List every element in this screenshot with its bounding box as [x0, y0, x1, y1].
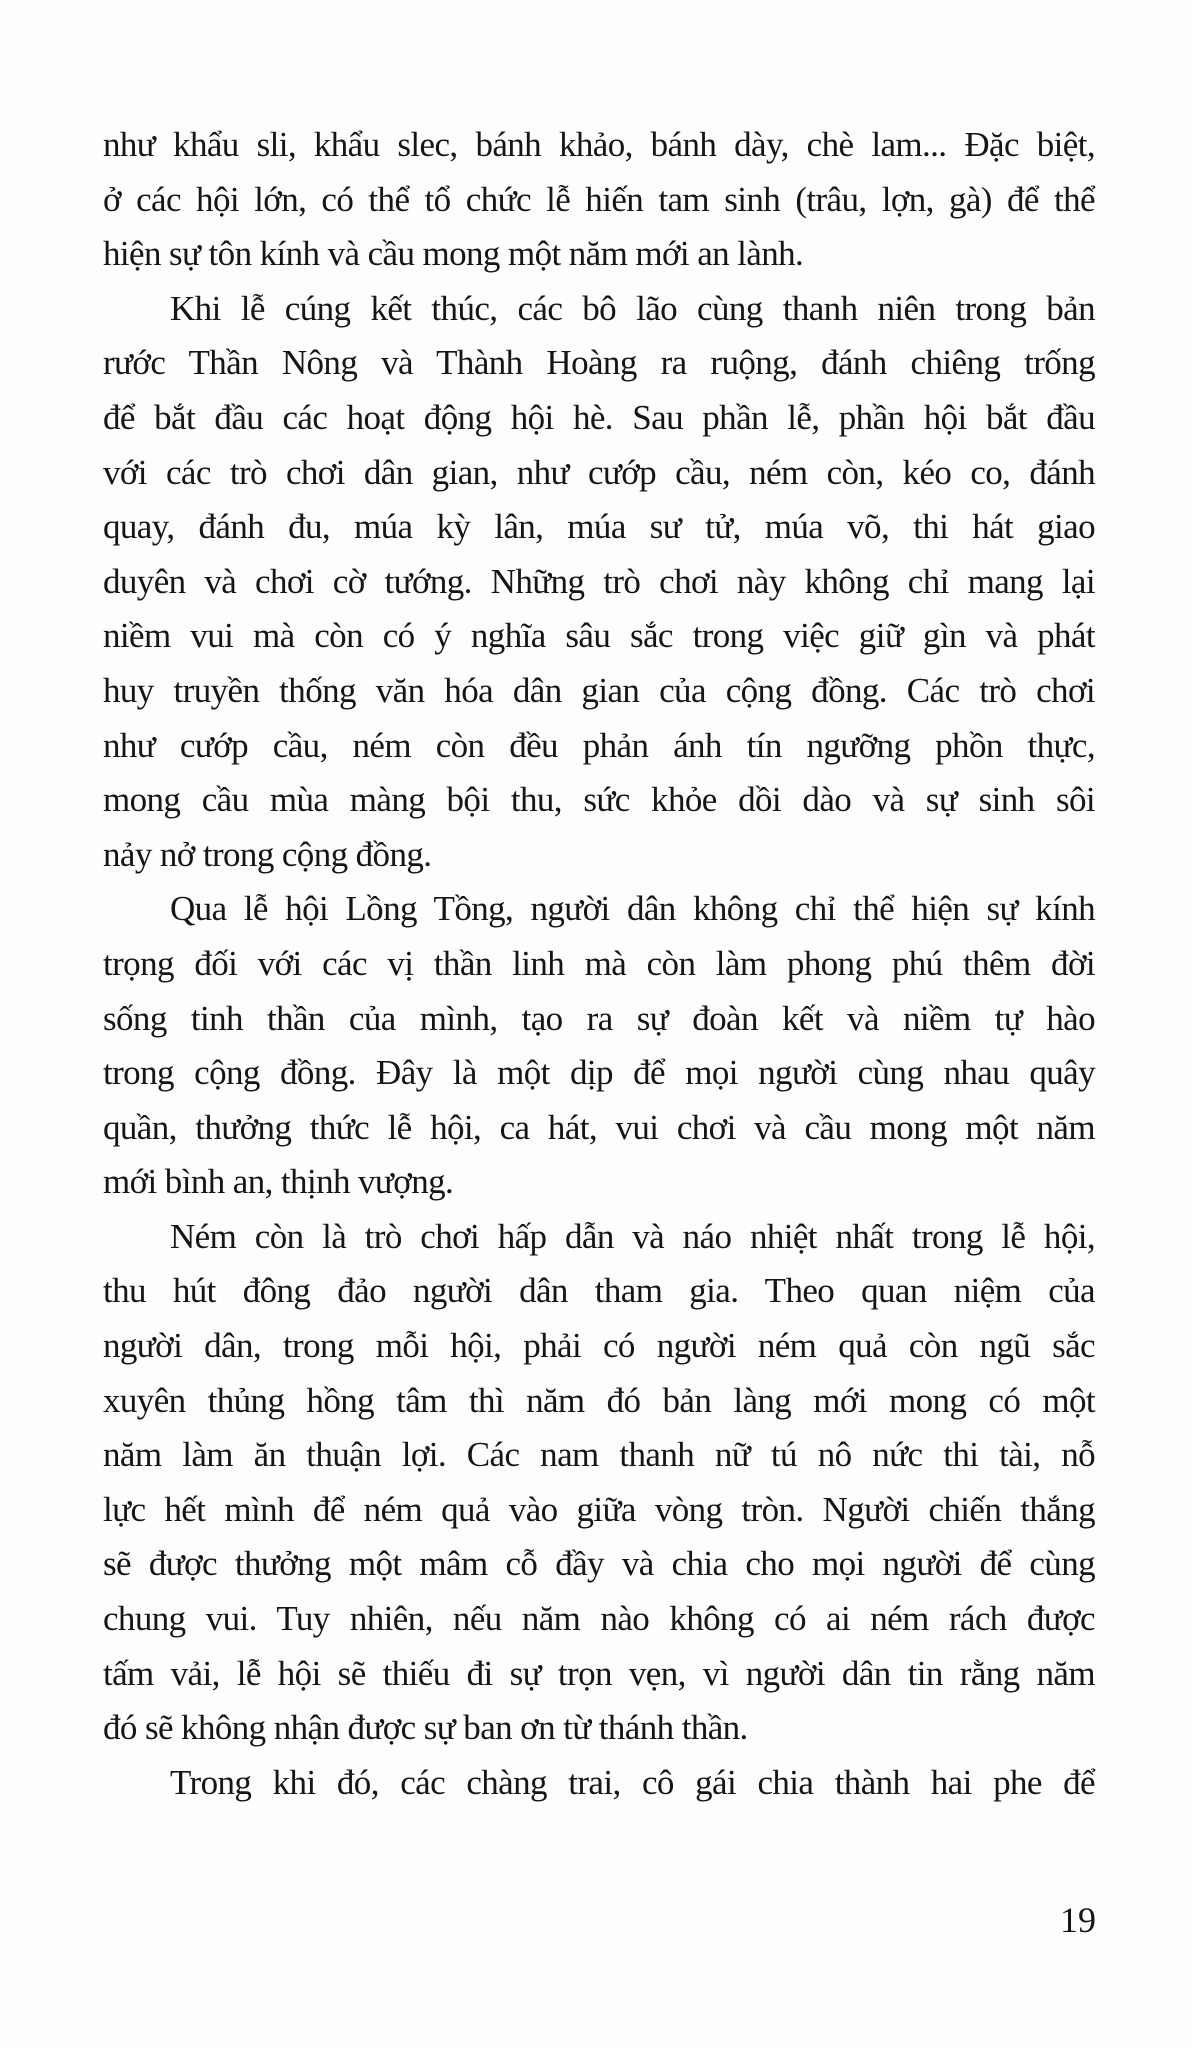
- text-line: trong cộng đồng. Đây là một dịp để mọi người cùng nhau quây: [103, 1053, 1095, 1093]
- paragraph: [103, 882, 1095, 1210]
- text-line: Khi lễ cúng kết thúc, các bô lão cùng thanh niên trong bản: [170, 288, 1095, 328]
- text-line: đó sẽ không nhận được sự ban ơn từ thánh thần.: [103, 1708, 748, 1748]
- paragraph: [103, 1210, 1095, 1756]
- text-line: huy truyền thống văn hóa dân gian của cộng đồng. Các trò chơi: [103, 670, 1095, 710]
- text-line: tấm vải, lễ hội sẽ thiếu đi sự trọn vẹn, vì người dân tin rằng năm: [103, 1653, 1095, 1693]
- paragraph: [103, 282, 1095, 883]
- text-line: quần, thưởng thức lễ hội, ca hát, vui chơi và cầu mong một năm: [103, 1107, 1095, 1147]
- text-line: người dân, trong mỗi hội, phải có người ném quả còn ngũ sắc: [103, 1326, 1095, 1366]
- text-line: thu hút đông đảo người dân tham gia. Theo quan niệm của: [103, 1271, 1095, 1311]
- text-line: Trong khi đó, các chàng trai, cô gái chia thành hai phe để: [170, 1762, 1095, 1802]
- text-line: mới bình an, thịnh vượng.: [103, 1162, 454, 1202]
- text-line: mong cầu mùa màng bội thu, sức khỏe dồi dào và sự sinh sôi: [103, 780, 1095, 820]
- text-line: chung vui. Tuy nhiên, nếu năm nào không có ai ném rách được: [103, 1599, 1095, 1639]
- text-line: để bắt đầu các hoạt động hội hè. Sau phần lễ, phần hội bắt đầu: [103, 397, 1095, 437]
- paragraph: [103, 1756, 1095, 1811]
- text-line: rước Thần Nông và Thành Hoàng ra ruộng, đánh chiêng trống: [103, 343, 1095, 383]
- text-line: ở các hội lớn, có thể tổ chức lễ hiến tam sinh (trâu, lợn, gà) để thể: [103, 179, 1095, 219]
- text-line: sẽ được thưởng một mâm cỗ đầy và chia cho mọi người để cùng: [103, 1544, 1095, 1584]
- text-line: xuyên thủng hồng tâm thì năm đó bản làng mới mong có một: [103, 1380, 1095, 1420]
- text-line: như khẩu sli, khẩu slec, bánh khảo, bánh dày, chè lam... Đặc biệt,: [103, 125, 1095, 164]
- body-text: [103, 118, 1095, 1810]
- text-line: với các trò chơi dân gian, như cướp cầu, ném còn, kéo co, đánh: [103, 452, 1095, 492]
- text-line: sống tinh thần của mình, tạo ra sự đoàn kết và niềm tự hào: [103, 998, 1095, 1038]
- text-line: năm làm ăn thuận lợi. Các nam thanh nữ tú nô nức thi tài, nỗ: [103, 1435, 1095, 1475]
- text-line: trọng đối với các vị thần linh mà còn làm phong phú thêm đời: [103, 943, 1095, 983]
- text-line: Qua lễ hội Lồng Tồng, người dân không chỉ thể hiện sự kính: [170, 889, 1095, 929]
- text-line: quay, đánh đu, múa kỳ lân, múa sư tử, múa võ, thi hát giao: [103, 507, 1095, 547]
- text-line: Ném còn là trò chơi hấp dẫn và náo nhiệt nhất trong lễ hội,: [170, 1216, 1095, 1256]
- text-line: niềm vui mà còn có ý nghĩa sâu sắc trong việc giữ gìn và phát: [103, 616, 1095, 656]
- paragraph: [103, 118, 1095, 282]
- text-line: lực hết mình để ném quả vào giữa vòng tròn. Người chiến thắng: [103, 1489, 1095, 1529]
- text-line: như cướp cầu, ném còn đều phản ánh tín ngưỡng phồn thực,: [103, 725, 1095, 765]
- text-line: nảy nở trong cộng đồng.: [103, 834, 432, 874]
- page-number: 19: [1060, 1900, 1096, 1940]
- text-line: hiện sự tôn kính và cầu mong một năm mới an lành.: [103, 234, 804, 274]
- text-line: duyên và chơi cờ tướng. Những trò chơi này không chỉ mang lại: [103, 561, 1095, 601]
